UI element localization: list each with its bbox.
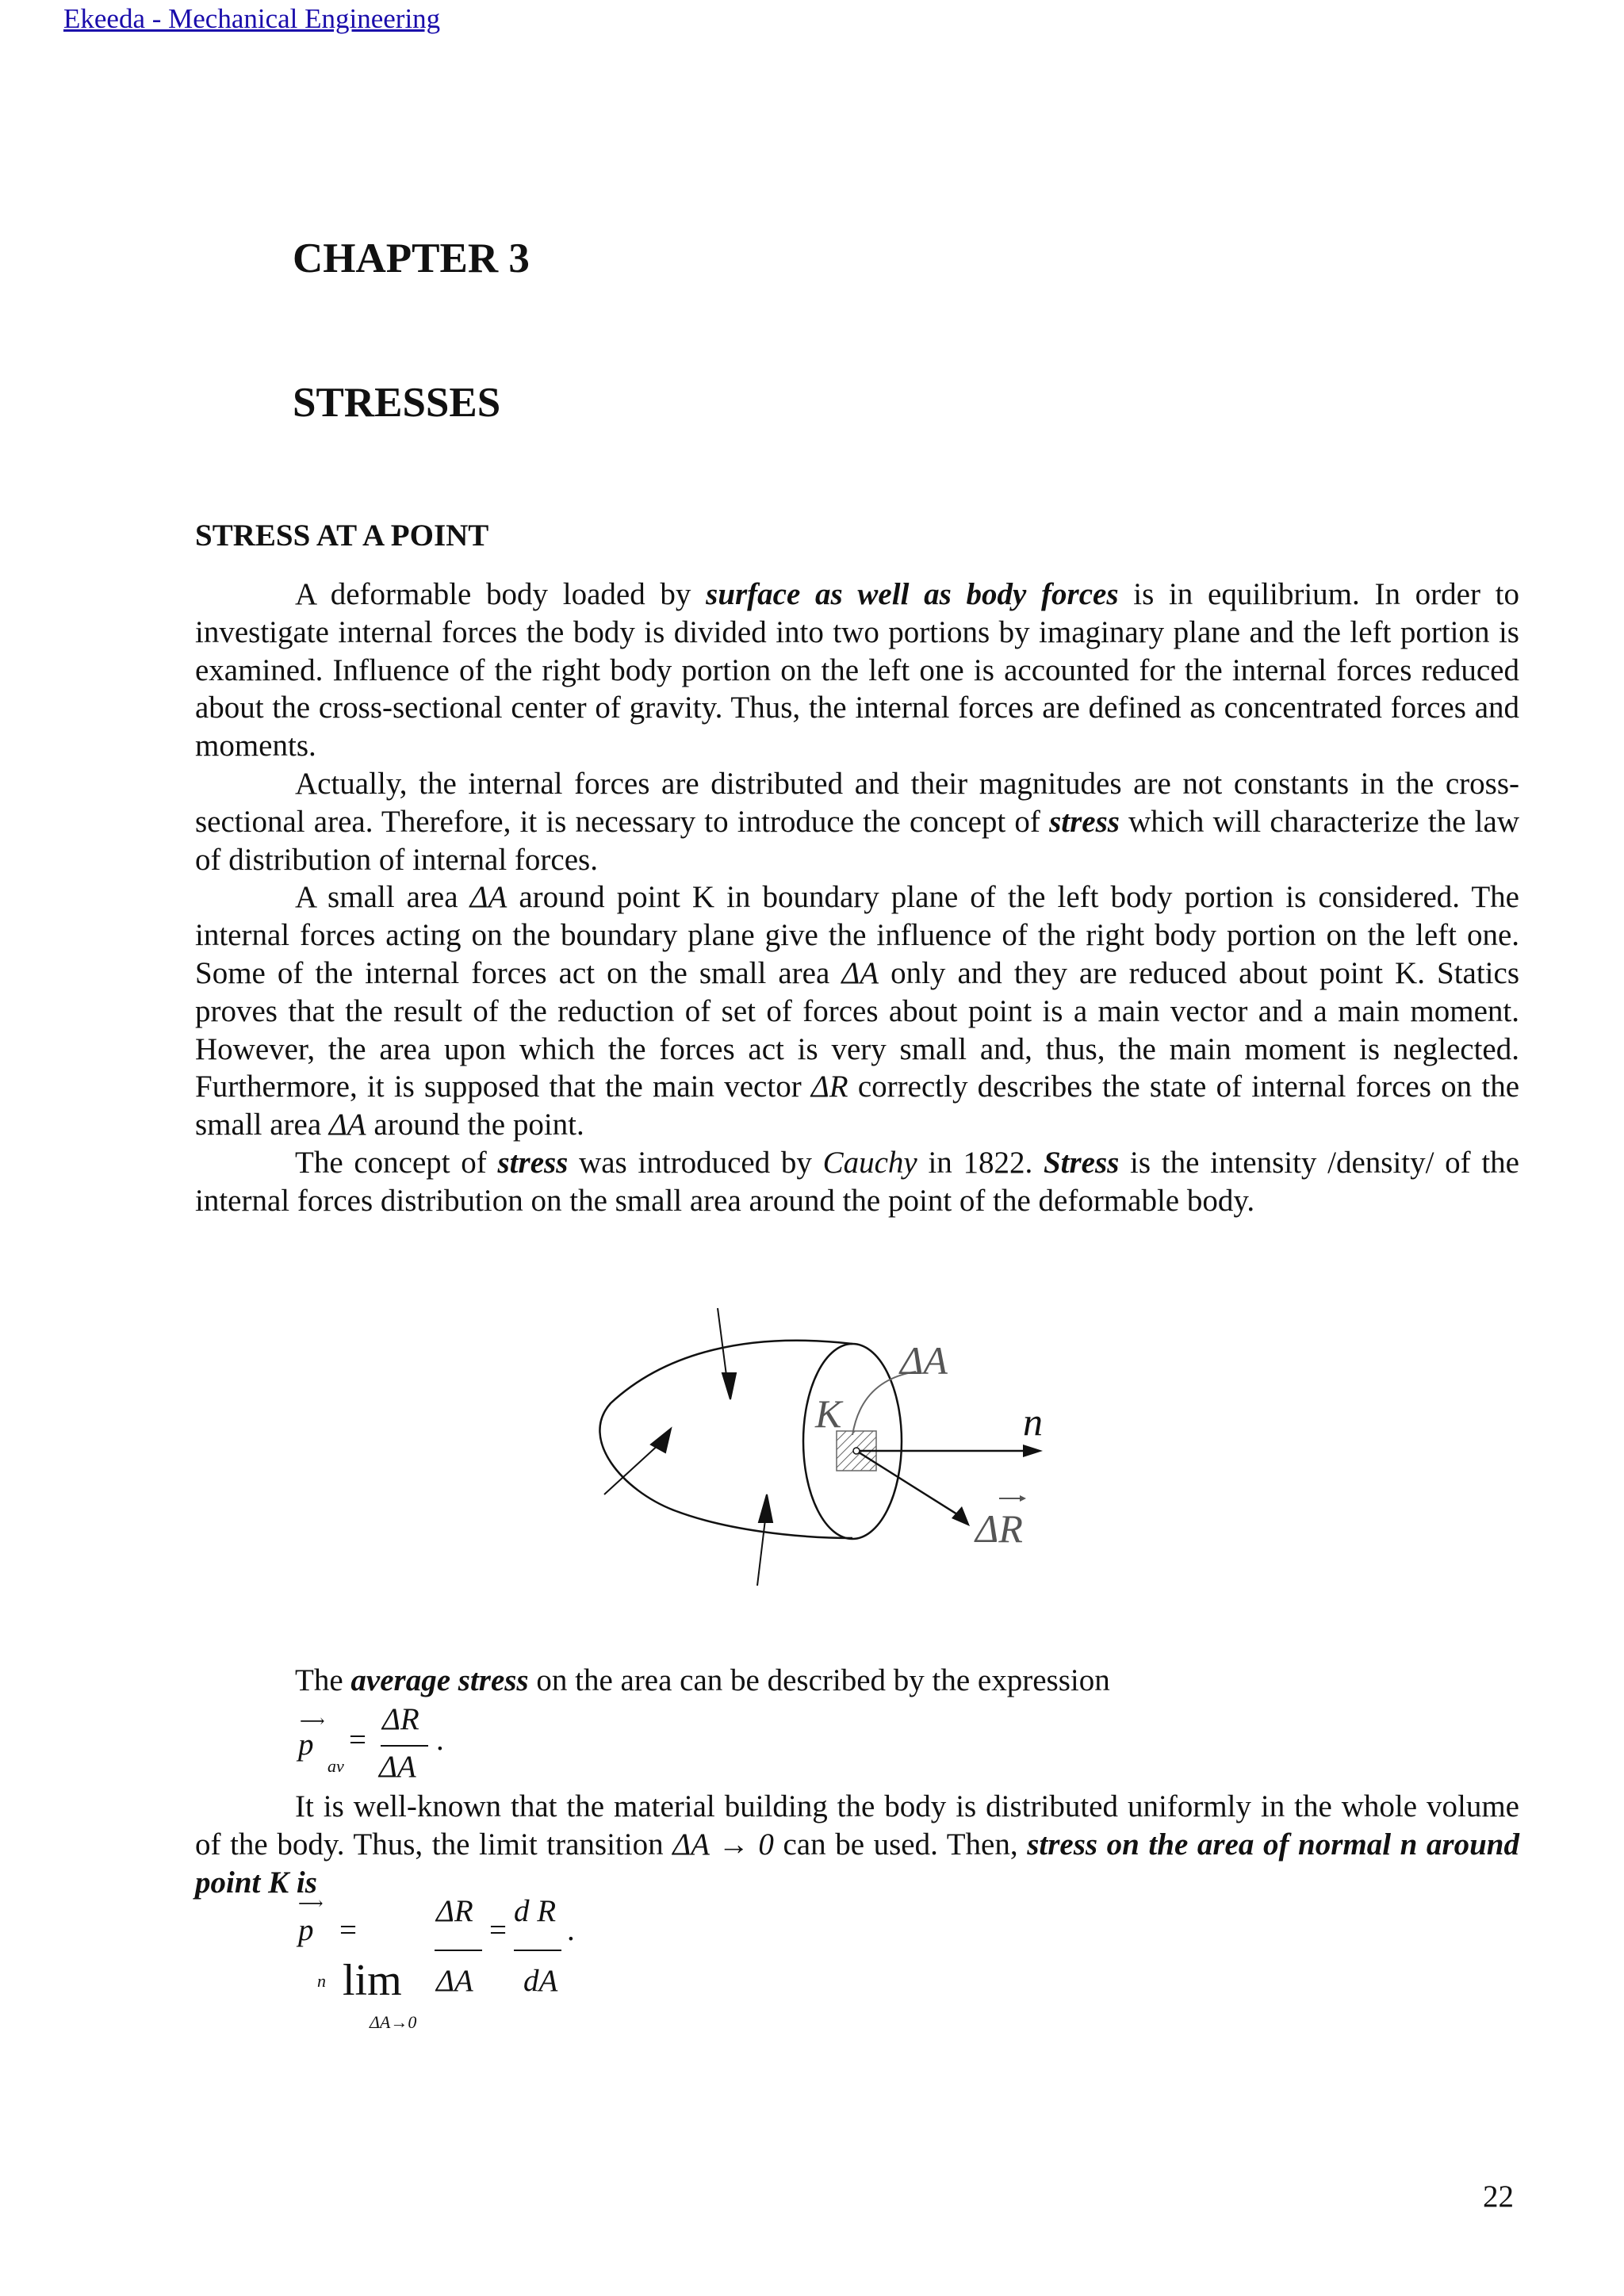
- emphasis-text: average stress: [350, 1663, 529, 1697]
- body-text-block: [195, 1788, 1519, 1901]
- italic-name: Cauchy: [822, 1145, 917, 1180]
- normal-arrowhead: [1023, 1445, 1043, 1457]
- fraction-bar-1: [435, 1950, 482, 1951]
- eq-lim: lim: [343, 1956, 402, 2005]
- label-dA: ΔA: [900, 1338, 948, 1383]
- emphasis-text: stress on the area of normal n around point K is: [195, 1827, 1519, 1900]
- chapter-title: STRESSES: [293, 380, 501, 426]
- text: The concept of: [295, 1145, 498, 1180]
- vector-arrow: ⟶: [300, 1711, 325, 1731]
- paragraph-3: [195, 878, 1519, 1144]
- text: A deformable body loaded by: [295, 577, 707, 611]
- label-n: n: [1023, 1399, 1043, 1444]
- force-arrows: [604, 1308, 772, 1586]
- emphasis-text: Stress: [1043, 1145, 1120, 1180]
- text: on the area can be described by the expression: [528, 1663, 1110, 1697]
- text: in 1822.: [917, 1145, 1044, 1180]
- math-symbol: ΔA → 0: [672, 1827, 774, 1862]
- math-symbol: ΔA: [328, 1108, 366, 1142]
- paragraph-2: [195, 765, 1519, 878]
- text: The: [295, 1663, 351, 1697]
- eq-sub: av: [327, 1756, 344, 1776]
- paragraph-1: [195, 576, 1519, 765]
- emphasis-text: surface as well as body forces: [706, 577, 1119, 611]
- section-heading: STRESS AT A POINT: [195, 519, 489, 553]
- text: around point K in boundary plane of the left body portion is considered. The internal forces acting on the boundary plane give the influence of the right body portion on the left one. Some of the internal forces act on the small area: [195, 880, 1519, 990]
- eq-equals: =: [349, 1723, 366, 1757]
- eq-p: p: [298, 1728, 314, 1762]
- eq-denominator: ΔA: [379, 1750, 416, 1784]
- text: was introduced by: [568, 1145, 823, 1180]
- eq-numerator: ΔR: [382, 1702, 419, 1736]
- math-symbol: ΔA: [469, 880, 508, 915]
- label-K: K: [815, 1391, 842, 1436]
- label-dR: ΔR: [975, 1506, 1023, 1551]
- stress-figure: [591, 1300, 1067, 1601]
- text: correctly describes the state of internal forces on the small area: [195, 1070, 1519, 1142]
- header-link[interactable]: Ekeeda - Mechanical Engineering: [63, 3, 441, 34]
- resultant-arrow: [856, 1451, 963, 1518]
- equation-average-stress: [293, 1702, 531, 1800]
- eq-sub: n: [317, 1971, 326, 1991]
- page-number: 22: [1483, 2179, 1514, 2214]
- body-text-block: [195, 576, 1519, 1220]
- emphasis-text: stress: [1049, 804, 1120, 839]
- text: Actually, the internal forces are distributed and their magnitudes are not constants in the cross-sectional area. Therefore, it is necessary to introduce the concept of: [195, 766, 1519, 839]
- math-symbol: ΔA: [841, 955, 879, 990]
- math-symbol: ΔR: [810, 1070, 848, 1104]
- text: It is well-known that the material building the body is distributed uniformly in the whole volume of the body. Thus, the limit transition: [195, 1789, 1519, 1862]
- equation-stress-limit: [293, 1893, 690, 2036]
- text: A small area: [295, 880, 470, 915]
- text: is the intensity /density/ of the internal forces distribution on the small area around the point of the deformable body.: [195, 1145, 1519, 1218]
- eq-numerator-1: ΔR: [436, 1894, 473, 1928]
- vector-arrow: ⟶: [298, 1893, 324, 1913]
- text: around the point.: [366, 1108, 584, 1142]
- eq-dot: .: [436, 1723, 444, 1757]
- vector-bar-head: [1020, 1495, 1026, 1502]
- eq-equals-2: =: [489, 1913, 507, 1947]
- text: is in equilibrium. In order to investigate internal forces the body is divided into two portions by imaginary plane and the left portion is examined. Influence of the right body portion on the left one is accounted for the internal forces reduced about the cross-sectional center of gravity. Thus, the internal forces are defined as concentrated forces and moments.: [195, 577, 1520, 763]
- paragraph-4: [195, 1144, 1519, 1220]
- eq-denominator-2: dA: [523, 1964, 558, 1998]
- emphasis-text: stress: [497, 1145, 569, 1180]
- chapter-label: CHAPTER 3: [293, 235, 530, 281]
- fraction-bar: [381, 1745, 428, 1747]
- text: which will characterize the law of distribution of internal forces.: [195, 804, 1519, 877]
- eq-numerator-2: d R: [514, 1894, 557, 1928]
- paragraph-5: [195, 1662, 1519, 1700]
- eq-equals: =: [339, 1913, 357, 1947]
- body-text-block: [195, 1662, 1519, 1700]
- eq-dot: .: [567, 1913, 575, 1947]
- text: can be used. Then,: [773, 1827, 1028, 1862]
- fraction-bar-2: [514, 1950, 561, 1951]
- resultant-arrowhead: [952, 1506, 970, 1526]
- eq-lim-sub: ΔA→0: [370, 2012, 417, 2032]
- eq-p: p: [298, 1913, 314, 1947]
- point-k-marker: [853, 1448, 860, 1454]
- eq-denominator-1: ΔA: [436, 1964, 473, 1998]
- text: only and they are reduced about point K. Statics proves that the result of the reduction of set of forces about point is a main vector and a main moment. However, the area upon which the forces act is very small and, thus, the main moment is neglected. Furthermore, it is supposed that the main vector: [195, 955, 1519, 1104]
- paragraph-6: [195, 1788, 1519, 1901]
